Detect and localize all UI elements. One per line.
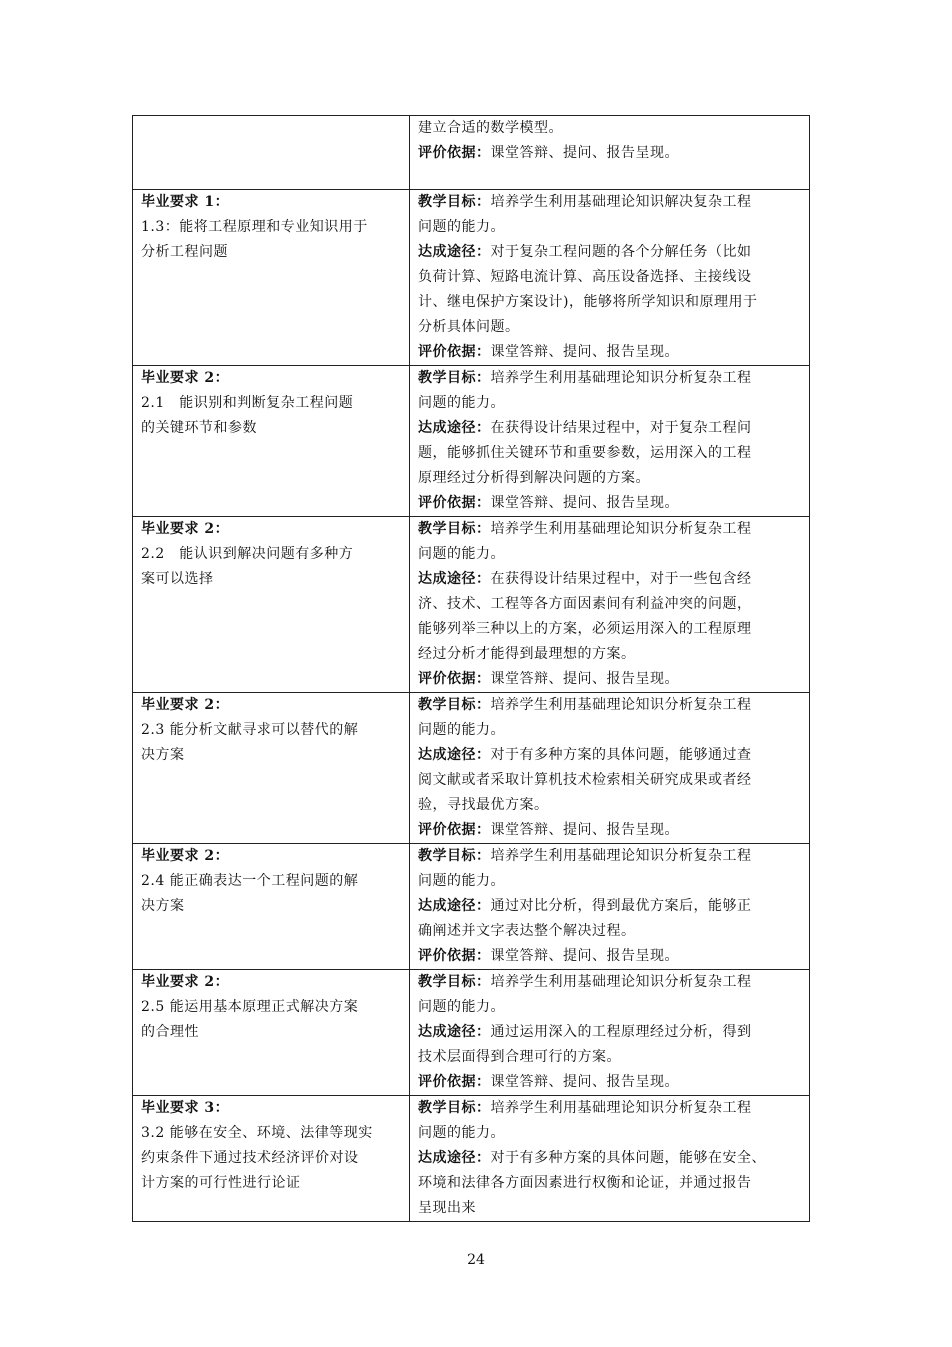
objective-text-line xyxy=(418,1070,803,1095)
objective-text-line xyxy=(418,416,803,441)
objective-label: 评价依据： xyxy=(418,344,491,360)
objective-text: 济、技术、工程等各方面因素间有利益冲突的问题， xyxy=(418,596,752,612)
objective-cell xyxy=(410,693,810,844)
objective-text-line xyxy=(418,818,803,843)
requirement-text-line: 约束条件下通过技术经济评价对设 xyxy=(141,1150,359,1166)
table-body xyxy=(133,116,810,1222)
objective-label: 教学目标： xyxy=(418,1100,491,1116)
requirement-cell xyxy=(133,970,410,1096)
objective-text: 培养学生利用基础理论知识分析复杂工程 xyxy=(490,1100,752,1116)
objective-text-line xyxy=(418,1196,803,1221)
objective-text: 能够列举三种以上的方案，必须运用深入的工程原理 xyxy=(418,621,752,637)
objective-text-line xyxy=(418,340,803,365)
objective-text: 课堂答辩、提问、报告呈现。 xyxy=(490,822,679,838)
objective-text-line xyxy=(418,844,803,869)
objective-cell xyxy=(410,517,810,693)
table-row xyxy=(133,693,810,844)
objective-text-line xyxy=(418,240,803,265)
objective-text: 通过对比分析，得到最优方案后，能够正 xyxy=(490,898,752,914)
objective-text-line xyxy=(418,1146,803,1171)
table-row xyxy=(133,366,810,517)
objective-cell xyxy=(410,1096,810,1222)
requirement-cell xyxy=(133,116,410,190)
objective-cell xyxy=(410,190,810,366)
objective-text: 验，寻找最优方案。 xyxy=(418,797,549,813)
objective-text: 课堂答辩、提问、报告呈现。 xyxy=(490,1074,679,1090)
objective-text: 阅文献或者采取计算机技术检索相关研究成果或者经 xyxy=(418,772,752,788)
requirement-heading: 毕业要求 2： xyxy=(141,974,230,990)
requirements-table xyxy=(132,115,810,1222)
objective-text-line xyxy=(418,592,803,617)
objective-text: 分析具体问题。 xyxy=(418,319,520,335)
objective-text-line xyxy=(418,1020,803,1045)
requirement-text-line: 决方案 xyxy=(141,747,185,763)
objective-label: 达成途径： xyxy=(418,898,491,914)
requirement-text-line: 分析工程问题 xyxy=(141,244,228,260)
requirement-text-line: 2.2 能认识到解决问题有多种方 xyxy=(141,546,354,562)
objective-text-line xyxy=(418,517,803,542)
objective-text: 题，能够抓住关键环节和重要参数，运用深入的工程 xyxy=(418,445,752,461)
objective-text-line xyxy=(418,693,803,718)
objective-text-line xyxy=(418,743,803,768)
objective-text-line xyxy=(418,1121,803,1146)
objective-text-line xyxy=(418,391,803,416)
objective-text-line xyxy=(418,190,803,215)
objective-text: 课堂答辩、提问、报告呈现。 xyxy=(490,671,679,687)
requirement-text-line: 的合理性 xyxy=(141,1024,199,1040)
objective-text-line xyxy=(418,116,803,141)
objective-label: 教学目标： xyxy=(418,370,491,386)
objective-text: 对于复杂工程问题的各个分解任务（比如 xyxy=(490,244,752,260)
requirement-text-line: 决方案 xyxy=(141,898,185,914)
objective-text-line xyxy=(418,970,803,995)
objective-text-line xyxy=(418,894,803,919)
objective-text: 课堂答辩、提问、报告呈现。 xyxy=(490,145,679,161)
objective-text: 培养学生利用基础理论知识分析复杂工程 xyxy=(490,697,752,713)
table-row xyxy=(133,190,810,366)
objective-label: 教学目标： xyxy=(418,521,491,537)
objective-text-line xyxy=(418,441,803,466)
table-row xyxy=(133,517,810,693)
objective-text-line xyxy=(418,768,803,793)
objective-label: 达成途径： xyxy=(418,571,491,587)
objective-text: 课堂答辩、提问、报告呈现。 xyxy=(490,344,679,360)
objective-text: 培养学生利用基础理论知识解决复杂工程 xyxy=(490,194,752,210)
objective-label: 教学目标： xyxy=(418,848,491,864)
objective-text-line xyxy=(418,466,803,491)
objective-text-line xyxy=(418,265,803,290)
objective-text: 建立合适的数学模型。 xyxy=(418,120,563,136)
requirement-text-line: 计方案的可行性进行论证 xyxy=(141,1175,301,1191)
objective-text-line xyxy=(418,718,803,743)
objective-text-line xyxy=(418,919,803,944)
objective-text: 问题的能力。 xyxy=(418,219,505,235)
requirement-heading: 毕业要求 2： xyxy=(141,697,230,713)
objective-label: 教学目标： xyxy=(418,194,491,210)
objective-text: 问题的能力。 xyxy=(418,722,505,738)
requirement-heading: 毕业要求 2： xyxy=(141,521,230,537)
requirement-text-line: 的关键环节和参数 xyxy=(141,420,257,436)
objective-text: 技术层面得到合理可行的方案。 xyxy=(418,1049,621,1065)
objective-text: 计、继电保护方案设计)，能够将所学知识和原理用于 xyxy=(418,294,758,310)
objective-text: 通过运用深入的工程原理经过分析，得到 xyxy=(490,1024,752,1040)
objective-text: 问题的能力。 xyxy=(418,395,505,411)
requirement-heading: 毕业要求 2： xyxy=(141,848,230,864)
table-row xyxy=(133,1096,810,1222)
objective-text-line xyxy=(418,567,803,592)
objective-label: 达成途径： xyxy=(418,244,491,260)
objective-label: 评价依据： xyxy=(418,948,491,964)
objective-text-line xyxy=(418,995,803,1020)
objective-text: 对于有多种方案的具体问题，能够通过查 xyxy=(490,747,752,763)
objective-cell xyxy=(410,844,810,970)
objective-label: 教学目标： xyxy=(418,974,491,990)
objective-text-line xyxy=(418,1045,803,1070)
table-row xyxy=(133,116,810,190)
page-number: 24 xyxy=(467,1252,485,1268)
requirement-cell xyxy=(133,366,410,517)
objective-text: 经过分析才能得到最理想的方案。 xyxy=(418,646,636,662)
objective-text-line xyxy=(418,617,803,642)
objective-text-line xyxy=(418,1171,803,1196)
objective-text: 问题的能力。 xyxy=(418,1125,505,1141)
objective-label: 评价依据： xyxy=(418,671,491,687)
requirement-cell xyxy=(133,844,410,970)
objective-label: 达成途径： xyxy=(418,1024,491,1040)
objective-text: 在获得设计结果过程中，对于复杂工程问 xyxy=(490,420,752,436)
objective-text: 确阐述并文字表达整个解决过程。 xyxy=(418,923,636,939)
objective-label: 教学目标： xyxy=(418,697,491,713)
objective-label: 评价依据： xyxy=(418,1074,491,1090)
objective-cell xyxy=(410,366,810,517)
requirement-heading: 毕业要求 1： xyxy=(141,194,230,210)
requirement-heading: 毕业要求 2： xyxy=(141,370,230,386)
objective-label: 达成途径： xyxy=(418,1150,491,1166)
objective-text: 培养学生利用基础理论知识分析复杂工程 xyxy=(490,521,752,537)
objective-text-line xyxy=(418,141,803,166)
requirement-text-line: 2.4 能正确表达一个工程问题的解 xyxy=(141,873,359,889)
requirement-text-line: 案可以选择 xyxy=(141,571,214,587)
objective-text: 原理经过分析得到解决问题的方案。 xyxy=(418,470,650,486)
objective-text-line xyxy=(418,642,803,667)
objective-text-line xyxy=(418,290,803,315)
objective-label: 评价依据： xyxy=(418,822,491,838)
objective-text: 环境和法律各方面因素进行权衡和论证，并通过报告 xyxy=(418,1175,752,1191)
objective-text-line xyxy=(418,667,803,692)
objective-text: 培养学生利用基础理论知识分析复杂工程 xyxy=(490,974,752,990)
table-row xyxy=(133,970,810,1096)
objective-text: 培养学生利用基础理论知识分析复杂工程 xyxy=(490,848,752,864)
objective-text: 课堂答辩、提问、报告呈现。 xyxy=(490,948,679,964)
requirement-text-line: 2.3 能分析文献寻求可以替代的解 xyxy=(141,722,359,738)
objective-text: 课堂答辩、提问、报告呈现。 xyxy=(490,495,679,511)
objective-text: 问题的能力。 xyxy=(418,873,505,889)
objective-cell xyxy=(410,970,810,1096)
requirement-cell xyxy=(133,1096,410,1222)
objective-text-line xyxy=(418,793,803,818)
objective-text-line xyxy=(418,315,803,340)
requirement-text-line: 3.2 能够在安全、环境、法律等现实 xyxy=(141,1125,373,1141)
objective-text-line xyxy=(418,1096,803,1121)
objective-text: 对于有多种方案的具体问题，能够在安全、 xyxy=(490,1150,766,1166)
objective-text-line xyxy=(418,491,803,516)
requirement-heading: 毕业要求 3： xyxy=(141,1100,230,1116)
requirement-text-line: 2.1 能识别和判断复杂工程问题 xyxy=(141,395,354,411)
objective-cell xyxy=(410,116,810,190)
objective-label: 评价依据： xyxy=(418,495,491,511)
objective-label: 达成途径： xyxy=(418,420,491,436)
objective-label: 达成途径： xyxy=(418,747,491,763)
objective-text: 在获得设计结果过程中，对于一些包含经 xyxy=(490,571,752,587)
objective-text-line xyxy=(418,366,803,391)
requirement-cell xyxy=(133,190,410,366)
objective-text-line xyxy=(418,944,803,969)
objective-label: 评价依据： xyxy=(418,145,491,161)
requirement-cell xyxy=(133,517,410,693)
objective-text-line xyxy=(418,869,803,894)
objective-text-line xyxy=(418,542,803,567)
requirement-text-line: 1.3：能将工程原理和专业知识用于 xyxy=(141,219,368,235)
requirement-cell xyxy=(133,693,410,844)
objective-text: 问题的能力。 xyxy=(418,546,505,562)
table-row xyxy=(133,844,810,970)
requirement-text-line: 2.5 能运用基本原理正式解决方案 xyxy=(141,999,359,1015)
objective-text: 负荷计算、短路电流计算、高压设备选择、主接线设 xyxy=(418,269,752,285)
objective-text: 培养学生利用基础理论知识分析复杂工程 xyxy=(490,370,752,386)
objective-text: 问题的能力。 xyxy=(418,999,505,1015)
objective-text: 呈现出来 xyxy=(418,1200,476,1216)
objective-text-line xyxy=(418,215,803,240)
